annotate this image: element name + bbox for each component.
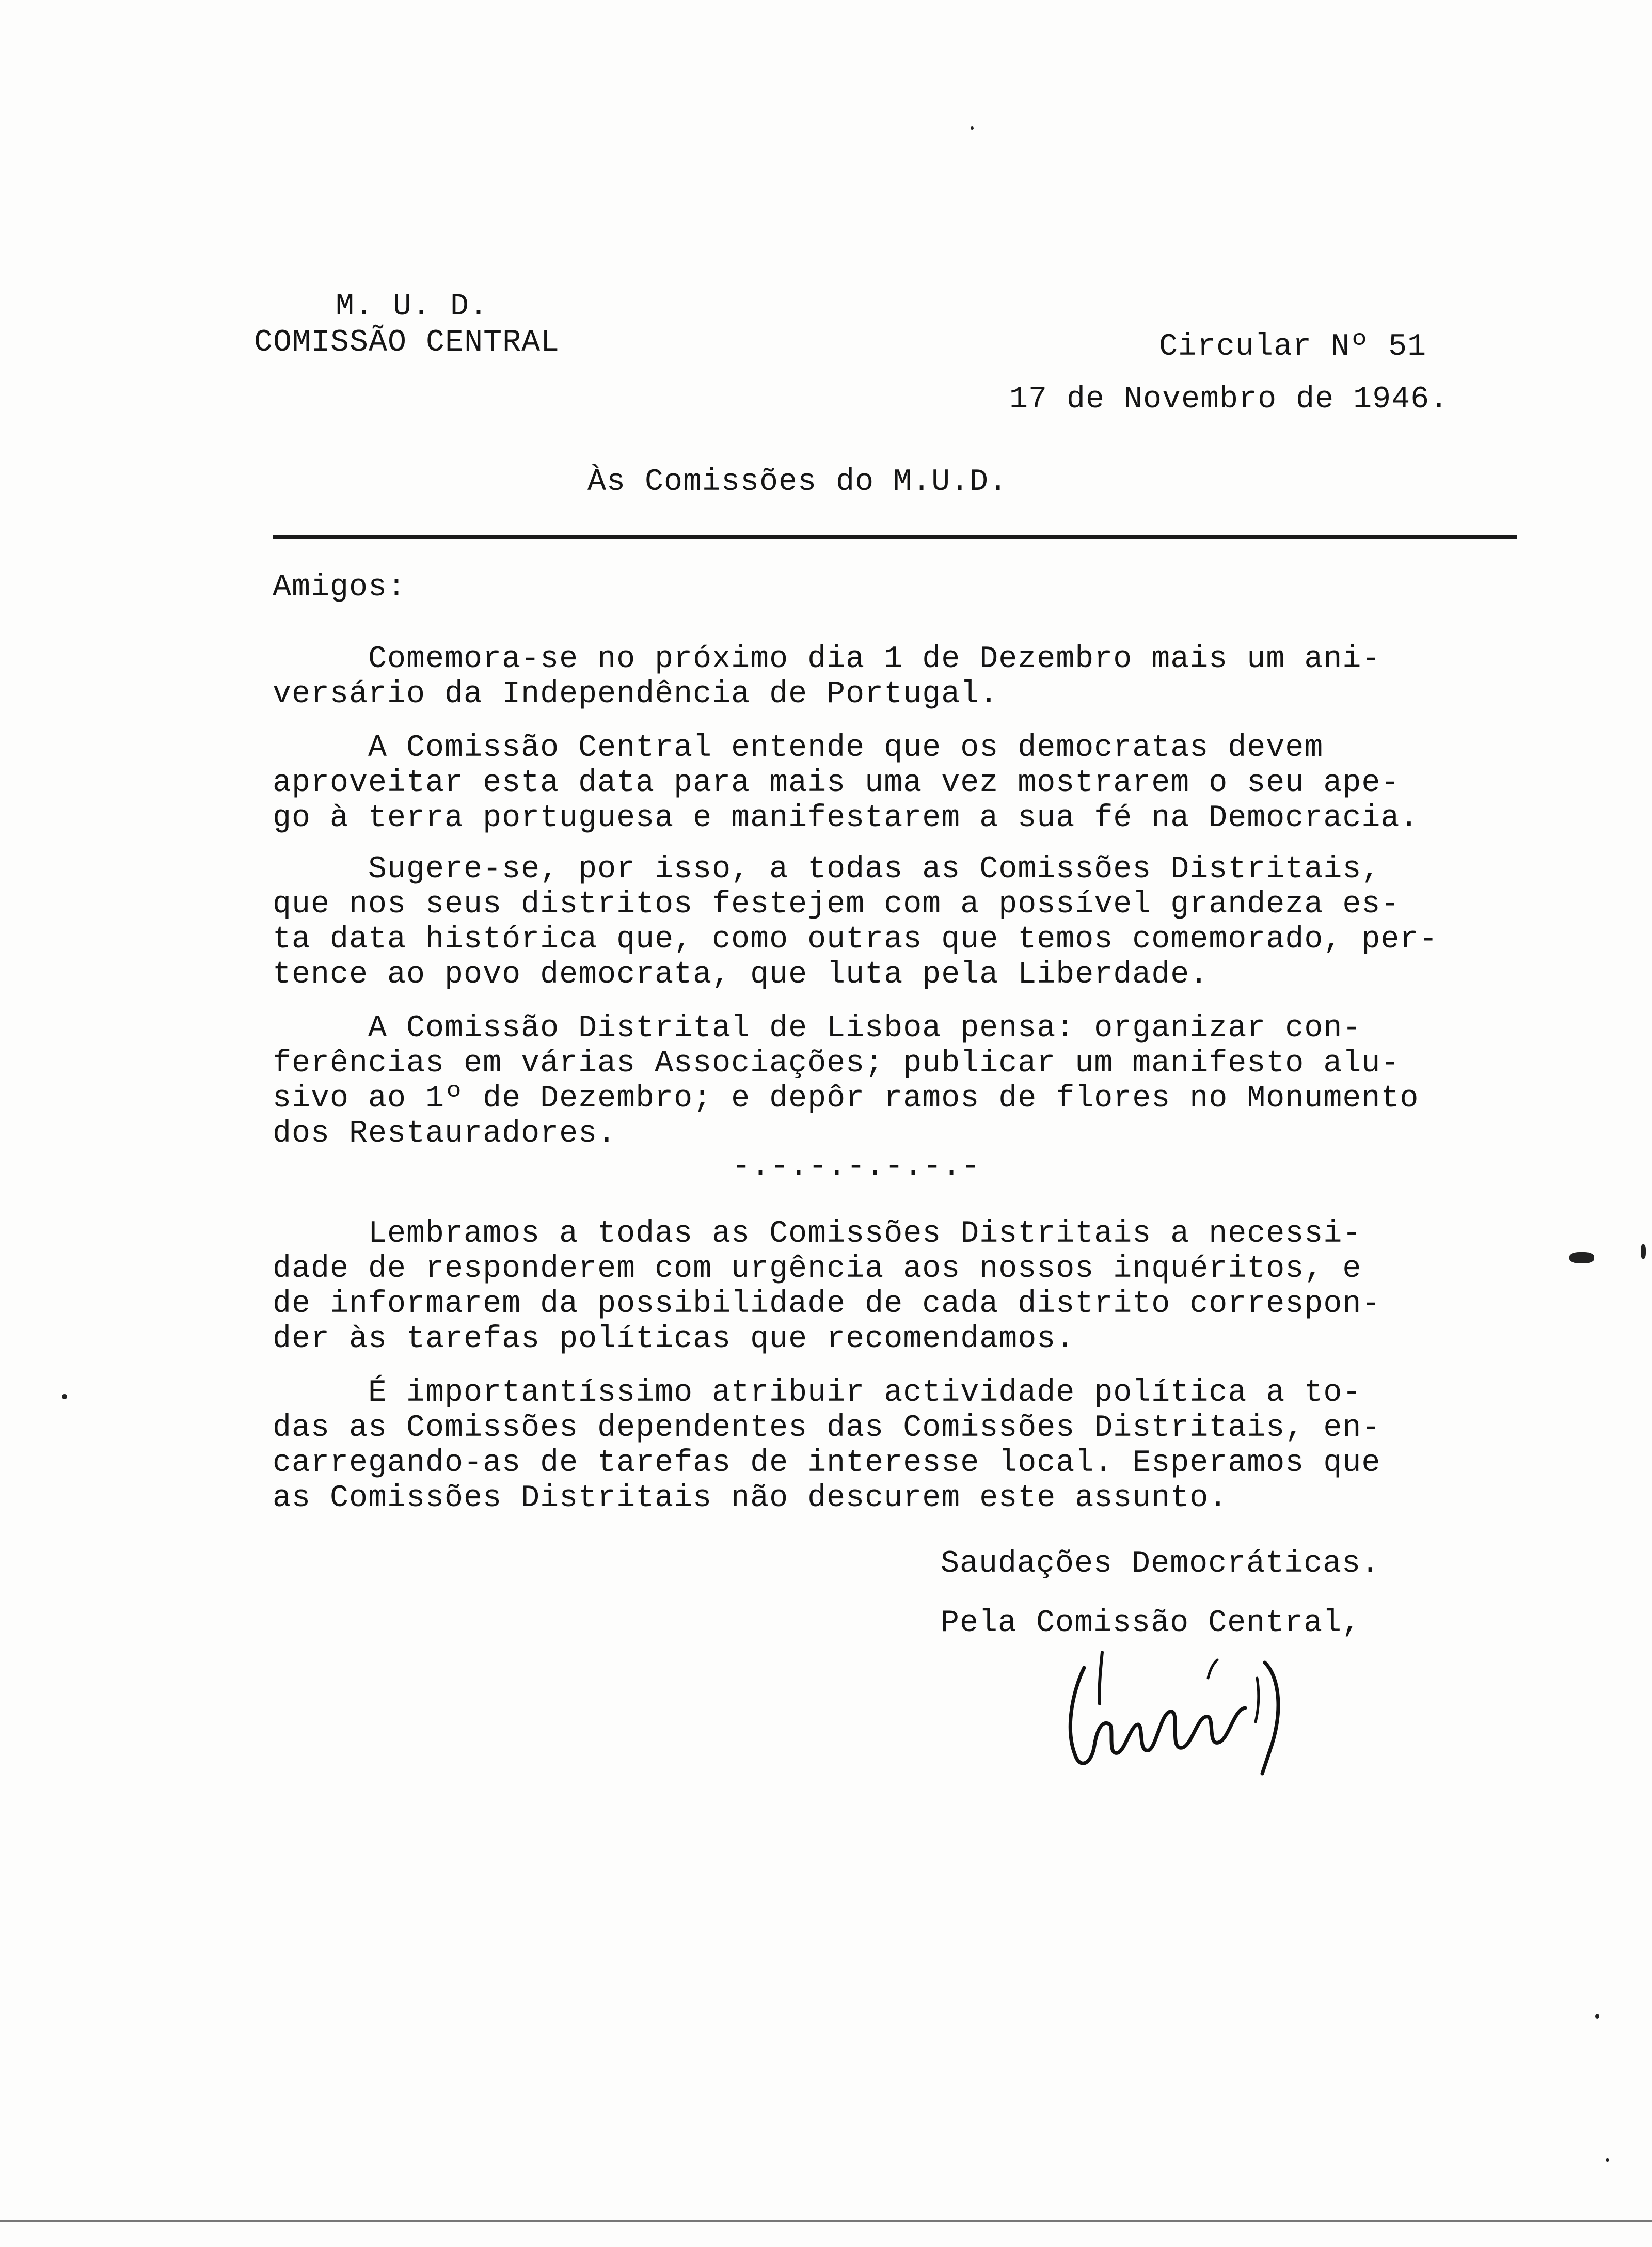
paragraph-line: A Comissão Central entende que os democratas devem <box>273 731 1324 766</box>
handwritten-signature <box>1053 1647 1311 1781</box>
paragraph-line: tence ao povo democrata, que luta pela Liberdade. <box>273 957 1209 992</box>
paragraph-line: aproveitar esta data para mais uma vez mostrarem o seu ape- <box>273 766 1400 801</box>
paragraph-line: go à terra portuguesa e manifestarem a sua fé na Democracia. <box>273 801 1419 836</box>
paragraph-line: dos Restauradores. <box>273 1116 617 1151</box>
paragraph-line: ferências em várias Associações; publicar um manifesto alu- <box>273 1046 1400 1081</box>
paragraph-line: as Comissões Distritais não descurem este assunto. <box>273 1481 1228 1516</box>
paragraph-line: ta data histórica que, como outras que temos comemorado, per- <box>273 922 1438 957</box>
paragraph-line: sivo ao 1º de Dezembro; e depôr ramos de flores no Monumento <box>273 1081 1419 1116</box>
paragraph-local-activity <box>273 1375 1380 1516</box>
paragraph-line: versário da Independência de Portugal. <box>273 677 999 712</box>
paragraph-line: der às tarefas políticas que recomendamos. <box>273 1322 1075 1357</box>
greeting: Amigos: <box>273 570 407 605</box>
section-separator: -.-.-.-.-.-.- <box>732 1149 981 1184</box>
paragraph-line: de informarem da possibilidade de cada distrito correspon- <box>273 1287 1381 1322</box>
paragraph-line: carregando-as de tarefas de interesse local. Esperamos que <box>273 1446 1381 1481</box>
paragraph-central-commission <box>273 731 1419 836</box>
paragraph-line: que nos seus distritos festejem com a possível grandeza es- <box>273 887 1400 922</box>
paragraph-line: Comemora-se no próximo dia 1 de Dezembro mais um ani- <box>273 642 1381 677</box>
paragraph-line: A Comissão Distrital de Lisboa pensa: organizar con- <box>273 1011 1362 1046</box>
addressee: Às Comissões do M.U.D. <box>587 465 1008 500</box>
paragraph-line: É importantíssimo atribuir actividade política a to- <box>273 1375 1362 1411</box>
paragraph-lisbon-plans <box>273 1011 1419 1151</box>
organization-name: COMISSÃO CENTRAL <box>254 325 560 360</box>
paragraph-line: das as Comissões dependentes das Comissões Distritais, en- <box>273 1411 1381 1446</box>
paragraph-line: Lembramos a todas as Comissões Distritais a necessi- <box>273 1216 1362 1252</box>
letter-date: 17 de Novembro de 1946. <box>1009 382 1449 417</box>
paragraph-line: Sugere-se, por isso, a todas as Comissões Distritais, <box>273 852 1381 887</box>
paragraph-anniversary <box>273 642 1380 712</box>
paragraph-reminder <box>273 1216 1380 1357</box>
signatory-line: Pela Comissão Central, <box>941 1606 1361 1641</box>
paragraph-suggestion <box>273 852 1438 992</box>
closing-salutation: Saudações Democráticas. <box>941 1546 1380 1581</box>
paragraph-line: dade de responderem com urgência aos nossos inquéritos, e <box>273 1252 1362 1287</box>
organization-initials: M. U. D. <box>336 289 489 324</box>
circular-number: Circular Nº 51 <box>1159 329 1427 365</box>
scan-bottom-edge <box>0 2220 1652 2222</box>
horizontal-rule <box>273 535 1517 539</box>
